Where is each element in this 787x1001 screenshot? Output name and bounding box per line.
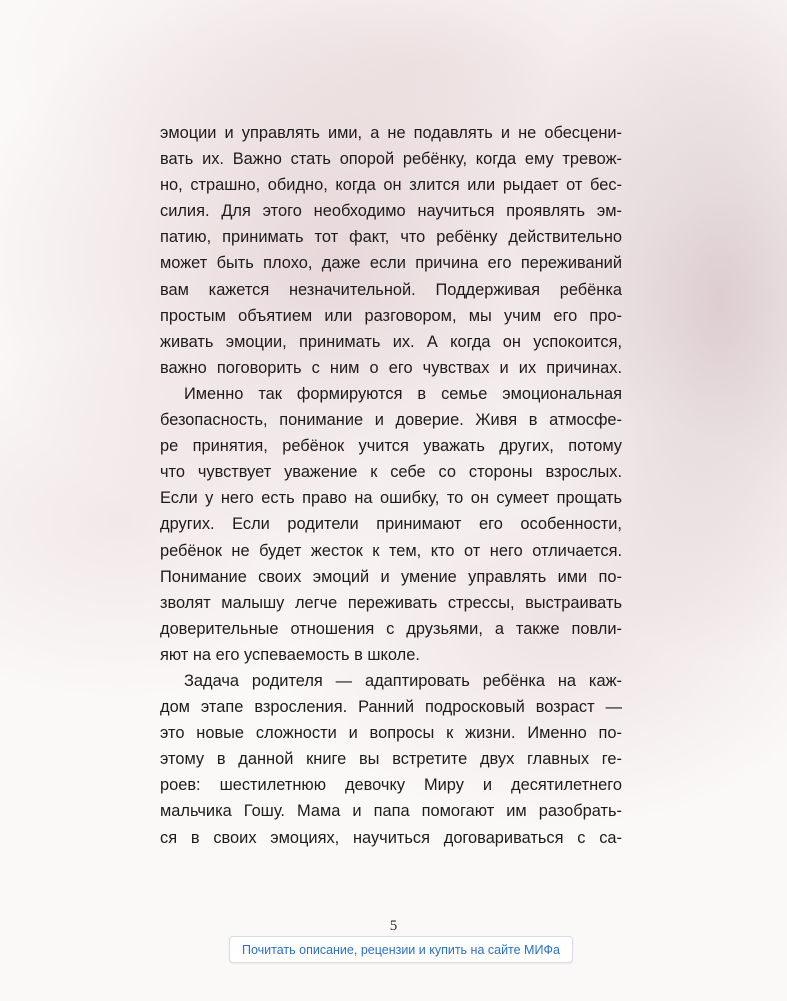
text-line: важно поговорить с ним о его чувствах и их причинах. [160, 358, 622, 377]
text-line: яют на его успеваемость в школе. [160, 645, 420, 664]
text-line: но, страшно, обидно, когда он злится или рыдает от бес- [160, 176, 622, 195]
text-line: ре принятия, ребёнок учится уважать других, потому [160, 437, 622, 456]
text-line: может быть плохо, даже если причина его переживаний [160, 254, 622, 273]
text-line: роев: шестилетнюю девочку Миру и десятилетнего [160, 776, 622, 795]
text-line: этому в данной книге вы встретите двух главных ге- [160, 750, 622, 769]
text-line: вам кажется незначительной. Поддерживая ребёнка [160, 280, 622, 299]
text-line: Если у него есть право на ошибку, то он сумеет прощать [160, 489, 622, 508]
text-line: силия. Для этого необходимо научиться проявлять эм- [160, 202, 622, 221]
text-line: ребёнок не будет жесток к тем, кто от него отличается. [160, 541, 622, 560]
text-line: вать их. Важно стать опорой ребёнку, когда ему тревож- [160, 150, 622, 169]
text-line: патию, принимать тот факт, что ребёнку действительно [160, 228, 622, 247]
text-line: мальчика Гошу. Мама и папа помогают им разобрать- [160, 802, 622, 821]
text-line: доверительные отношения с друзьями, а также повли- [160, 619, 622, 638]
text-line: безопасность, понимание и доверие. Живя в атмосфе- [160, 411, 622, 430]
paragraph-3 [160, 668, 622, 851]
text-line: зволят малышу легче переживать стрессы, выстраивать [160, 593, 622, 612]
text-line: Задача родителя — адаптировать ребёнка на каж- [184, 671, 622, 690]
text-line: это новые сложности и вопросы к жизни. Именно по- [160, 724, 622, 743]
paragraph-1 [160, 120, 622, 381]
buy-on-mif-link[interactable]: Почитать описание, рецензии и купить на сайте МИФа [229, 936, 573, 963]
text-line: эмоции и управлять ими, а не подавлять и не обесцени- [160, 124, 622, 142]
text-line: простым объятием или разговором, мы учим его про- [160, 306, 622, 325]
text-line: что чувствует уважение к себе со стороны взрослых. [160, 463, 622, 482]
page-number: 5 [389, 918, 398, 934]
text-line: дом этапе взросления. Ранний подросковый возраст — [160, 698, 622, 717]
text-line: Понимание своих эмоций и умение управлять ими по- [160, 567, 622, 586]
paragraph-2 [160, 381, 622, 668]
body-text [160, 120, 622, 851]
text-line: Именно так формируются в семье эмоциональная [184, 384, 622, 403]
text-line: живать эмоции, принимать их. А когда он успокоится, [160, 332, 622, 351]
text-line: других. Если родители принимают его особенности, [160, 515, 622, 534]
text-line: ся в своих эмоциях, научиться договариваться с са- [160, 828, 622, 847]
